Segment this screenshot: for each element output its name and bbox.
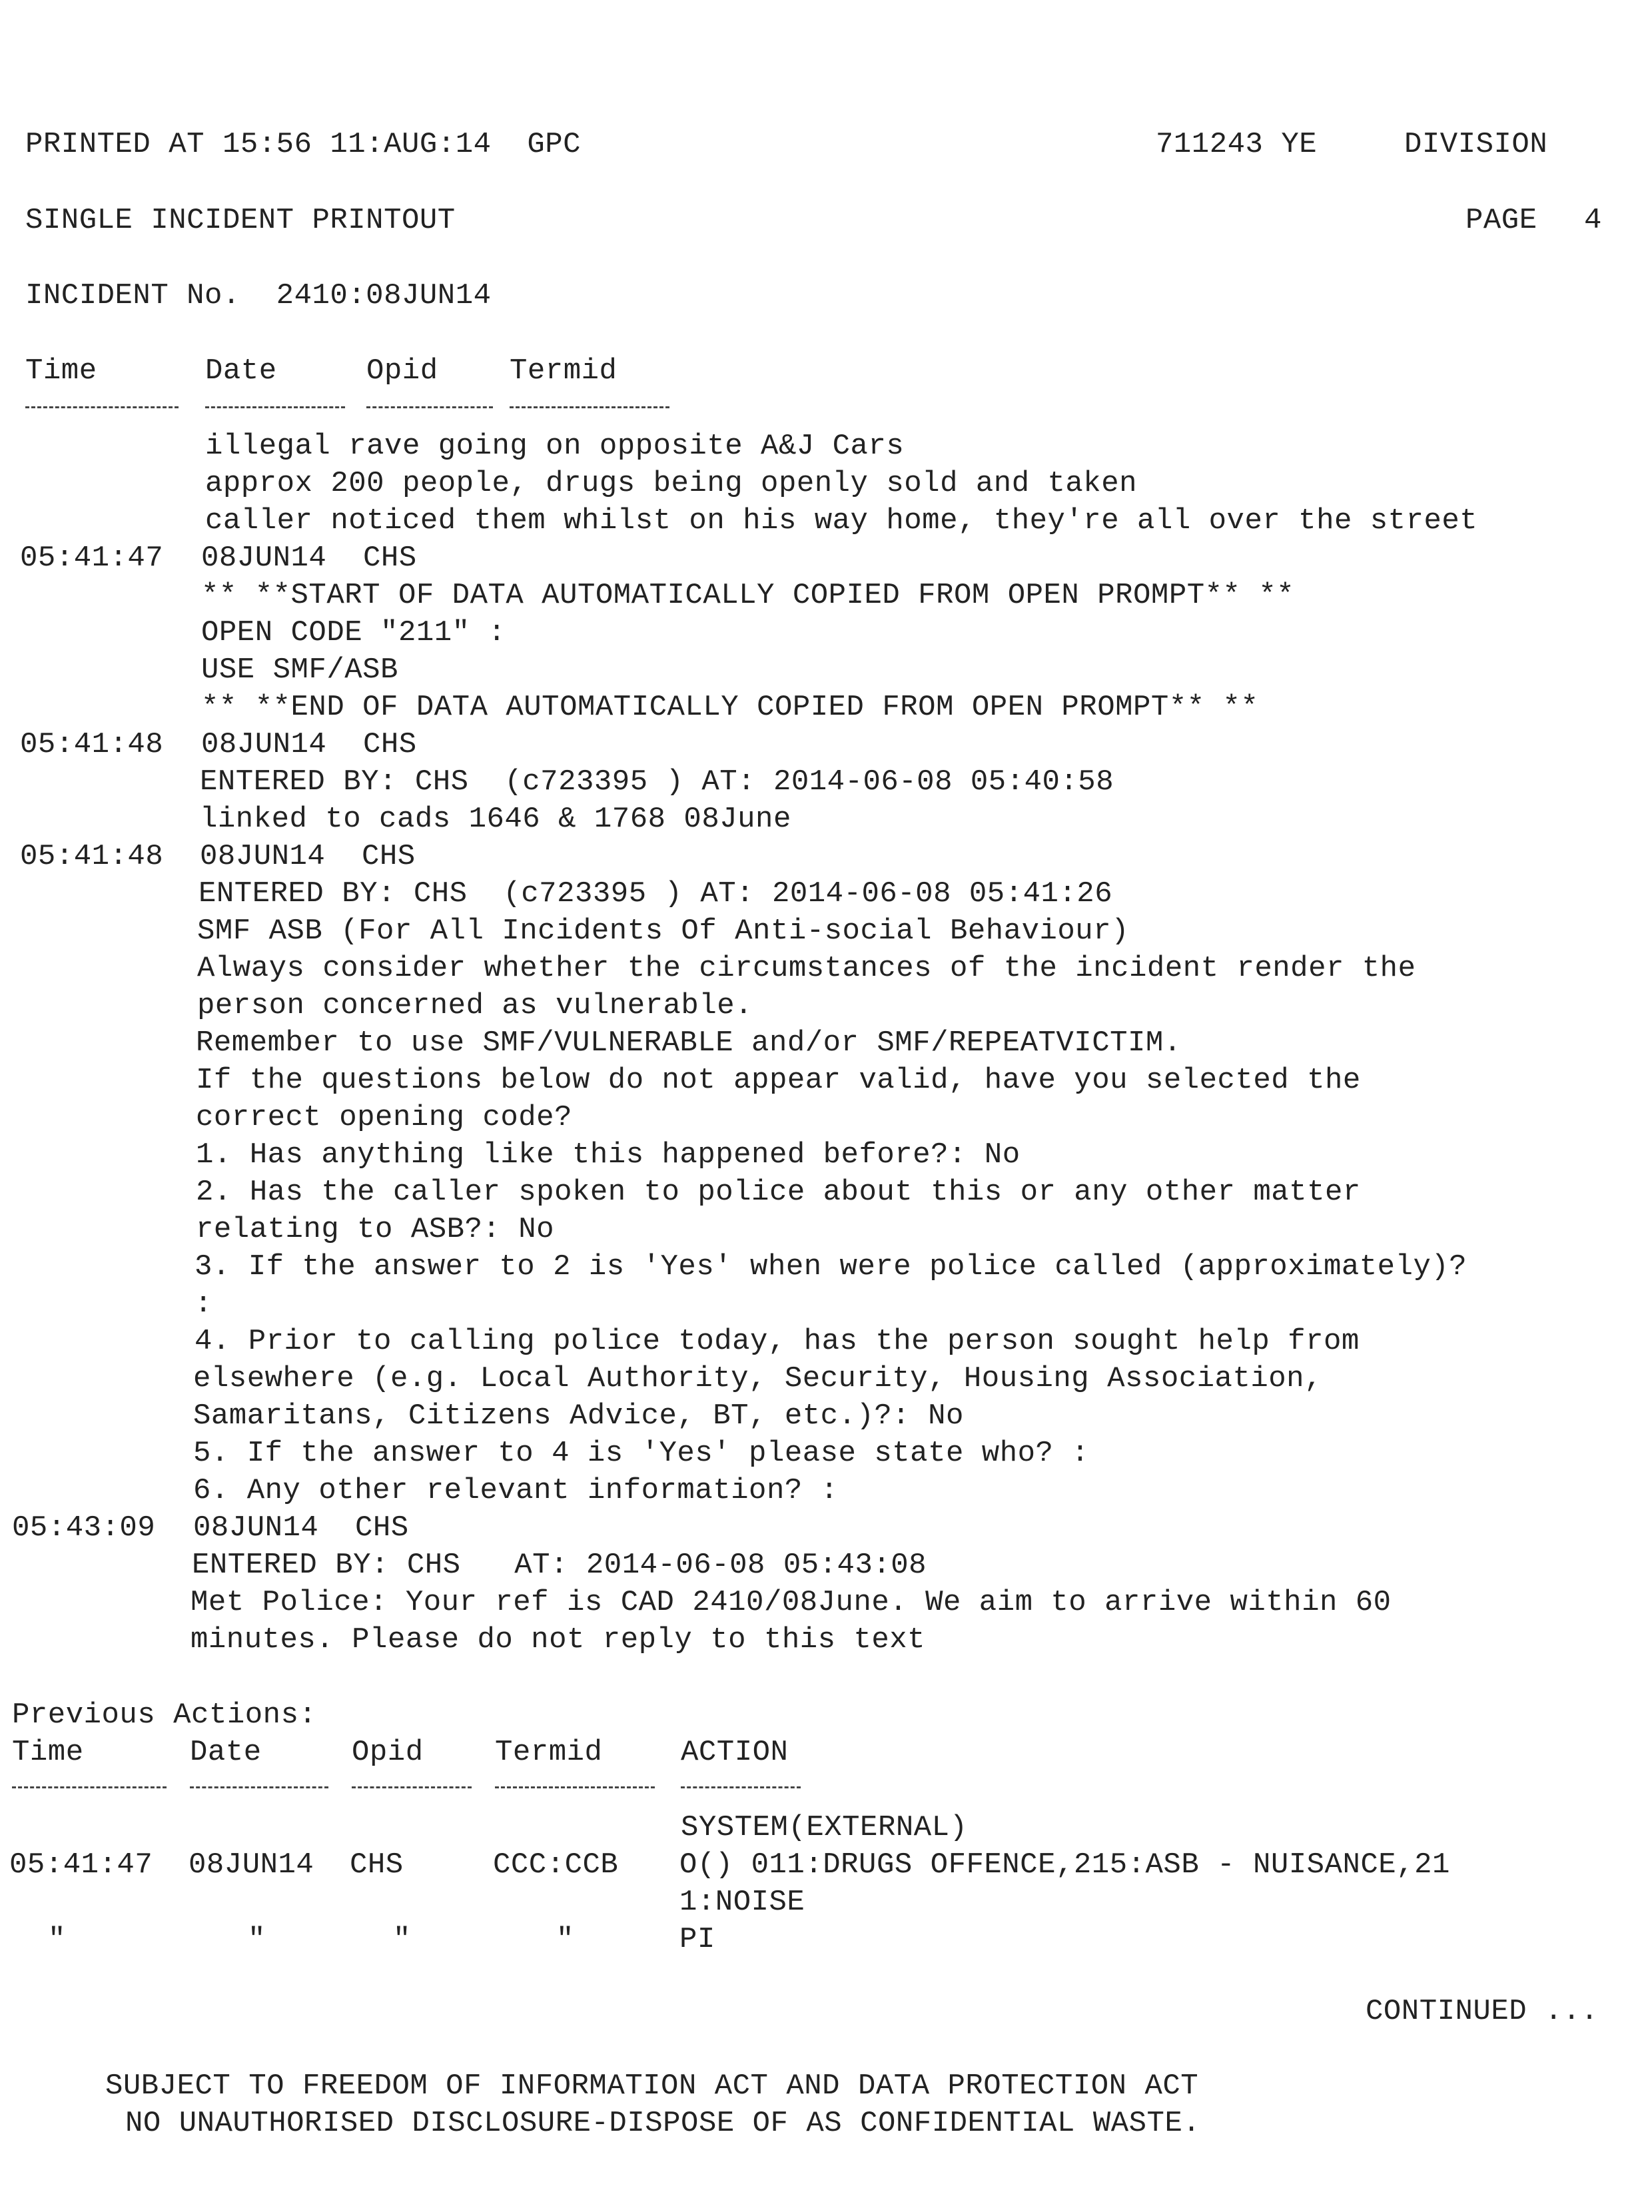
divider: [205, 406, 345, 408]
divider: [366, 406, 493, 408]
entry-line: 5. If the answer to 4 is 'Yes' please state who? :: [193, 1437, 1090, 1470]
entry-line: If the questions below do not appear valid, have you selected the: [196, 1064, 1361, 1097]
pa-col-date: Date: [190, 1736, 262, 1769]
footer-line: SUBJECT TO FREEDOM OF INFORMATION ACT AND DATA PROTECTION ACT: [105, 2069, 1199, 2103]
entry-date: 08JUN14: [201, 542, 327, 575]
page-label: PAGE: [1465, 204, 1537, 237]
ditto-mark: ": [248, 1923, 266, 1956]
footer-line: NO UNAUTHORISED DISCLOSURE-DISPOSE OF AS CONFIDENTIAL WASTE.: [125, 2107, 1201, 2140]
entry-line: ENTERED BY: CHS AT: 2014-06-08 05:43:08: [192, 1549, 927, 1582]
incident-number: INCIDENT No. 2410:08JUN14: [25, 279, 492, 312]
entry-line: ENTERED BY: CHS (c723395 ) AT: 2014-06-08 05:41:26: [199, 877, 1113, 911]
entry-line: correct opening code?: [196, 1101, 572, 1134]
entry-time: 05:41:48: [20, 840, 164, 873]
pa-col-action: ACTION: [681, 1736, 789, 1769]
entry-line: person concerned as vulnerable.: [197, 989, 753, 1022]
division-label: DIVISION: [1404, 128, 1548, 161]
ditto-mark: ": [556, 1923, 574, 1956]
system-external-label: SYSTEM(EXTERNAL): [681, 1811, 968, 1844]
entry-opid: CHS: [363, 542, 417, 575]
entry-line: ** **END OF DATA AUTOMATICALLY COPIED FROM OPEN PROMPT** **: [201, 691, 1259, 724]
pa-row-action: O() 011:DRUGS OFFENCE,215:ASB - NUISANCE,21: [679, 1848, 1450, 1882]
entry-line: Samaritans, Citizens Advice, BT, etc.)?: No: [193, 1399, 964, 1433]
divider: [12, 1786, 167, 1788]
entry-line: 6. Any other relevant information? :: [193, 1474, 839, 1507]
previous-actions-heading: Previous Actions:: [12, 1698, 317, 1732]
col-termid: Termid: [510, 354, 618, 388]
divider: [352, 1786, 472, 1788]
entry-line: ** **START OF DATA AUTOMATICALLY COPIED FROM OPEN PROMPT** **: [201, 579, 1295, 612]
pa-col-opid: Opid: [352, 1736, 424, 1769]
entry-line: 4. Prior to calling police today, has the person sought help from: [195, 1325, 1360, 1358]
entry-line: OPEN CODE "211" :: [201, 616, 506, 649]
entry-line: elsewhere (e.g. Local Authority, Security, Housing Association,: [193, 1362, 1322, 1395]
entry-line: Met Police: Your ref is CAD 2410/08June. We aim to arrive within 60: [191, 1586, 1392, 1619]
log-line: illegal rave going on opposite A&J Cars: [205, 430, 905, 463]
page-number: 4: [1584, 204, 1602, 237]
entry-opid: CHS: [363, 728, 417, 761]
entry-line: Remember to use SMF/VULNERABLE and/or SMF/REPEATVICTIM.: [196, 1026, 1182, 1060]
pa-row-action: PI: [679, 1923, 715, 1956]
divider: [495, 1786, 655, 1788]
entry-line: 2. Has the caller spoken to police about this or any other matter: [196, 1176, 1361, 1209]
entry-line: 3. If the answer to 2 is 'Yes' when were police called (approximately)?: [195, 1250, 1467, 1284]
entry-date: 08JUN14: [200, 840, 326, 873]
entry-line: Always consider whether the circumstances of the incident render the: [197, 952, 1416, 985]
log-line: approx 200 people, drugs being openly sold and taken: [205, 467, 1138, 500]
pa-col-time: Time: [12, 1736, 84, 1769]
entry-line: 1. Has anything like this happened before?: No: [196, 1138, 1021, 1172]
reference-code: 711243 YE: [1156, 128, 1318, 161]
pa-row-opid: CHS: [350, 1848, 404, 1882]
pa-col-termid: Termid: [495, 1736, 603, 1769]
ditto-mark: ": [48, 1923, 66, 1956]
entry-line: ENTERED BY: CHS (c723395 ) AT: 2014-06-08 05:40:58: [200, 765, 1114, 799]
entry-line: relating to ASB?: No: [196, 1213, 555, 1246]
log-line: caller noticed them whilst on his way home, they're all over the street: [205, 504, 1478, 538]
pa-row-action: 1:NOISE: [679, 1886, 805, 1919]
entry-time: 05:41:48: [20, 728, 164, 761]
entry-line: USE SMF/ASB: [201, 653, 398, 687]
entry-time: 05:43:09: [12, 1511, 156, 1545]
entry-line: SMF ASB (For All Incidents Of Anti-social Behaviour): [197, 915, 1130, 948]
entry-time: 05:41:47: [20, 542, 164, 575]
entry-date: 08JUN14: [201, 728, 327, 761]
entry-date: 08JUN14: [193, 1511, 319, 1545]
col-date: Date: [205, 354, 277, 388]
printout-title: SINGLE INCIDENT PRINTOUT: [25, 204, 456, 237]
pa-row-time: 05:41:47: [9, 1848, 153, 1882]
continued-label: CONTINUED ...: [1366, 1995, 1599, 2028]
divider: [190, 1786, 328, 1788]
entry-line: :: [195, 1288, 212, 1321]
col-time: Time: [25, 354, 97, 388]
entry-line: minutes. Please do not reply to this text: [191, 1623, 926, 1657]
pa-row-termid: CCC:CCB: [493, 1848, 619, 1882]
entry-line: linked to cads 1646 & 1768 08June: [200, 803, 791, 836]
pa-row-date: 08JUN14: [189, 1848, 314, 1882]
divider: [510, 406, 669, 408]
printed-at: PRINTED AT 15:56 11:AUG:14 GPC: [25, 128, 582, 161]
divider: [681, 1786, 801, 1788]
entry-opid: CHS: [355, 1511, 409, 1545]
ditto-mark: ": [393, 1923, 411, 1956]
col-opid: Opid: [366, 354, 438, 388]
divider: [25, 406, 179, 408]
entry-opid: CHS: [362, 840, 416, 873]
